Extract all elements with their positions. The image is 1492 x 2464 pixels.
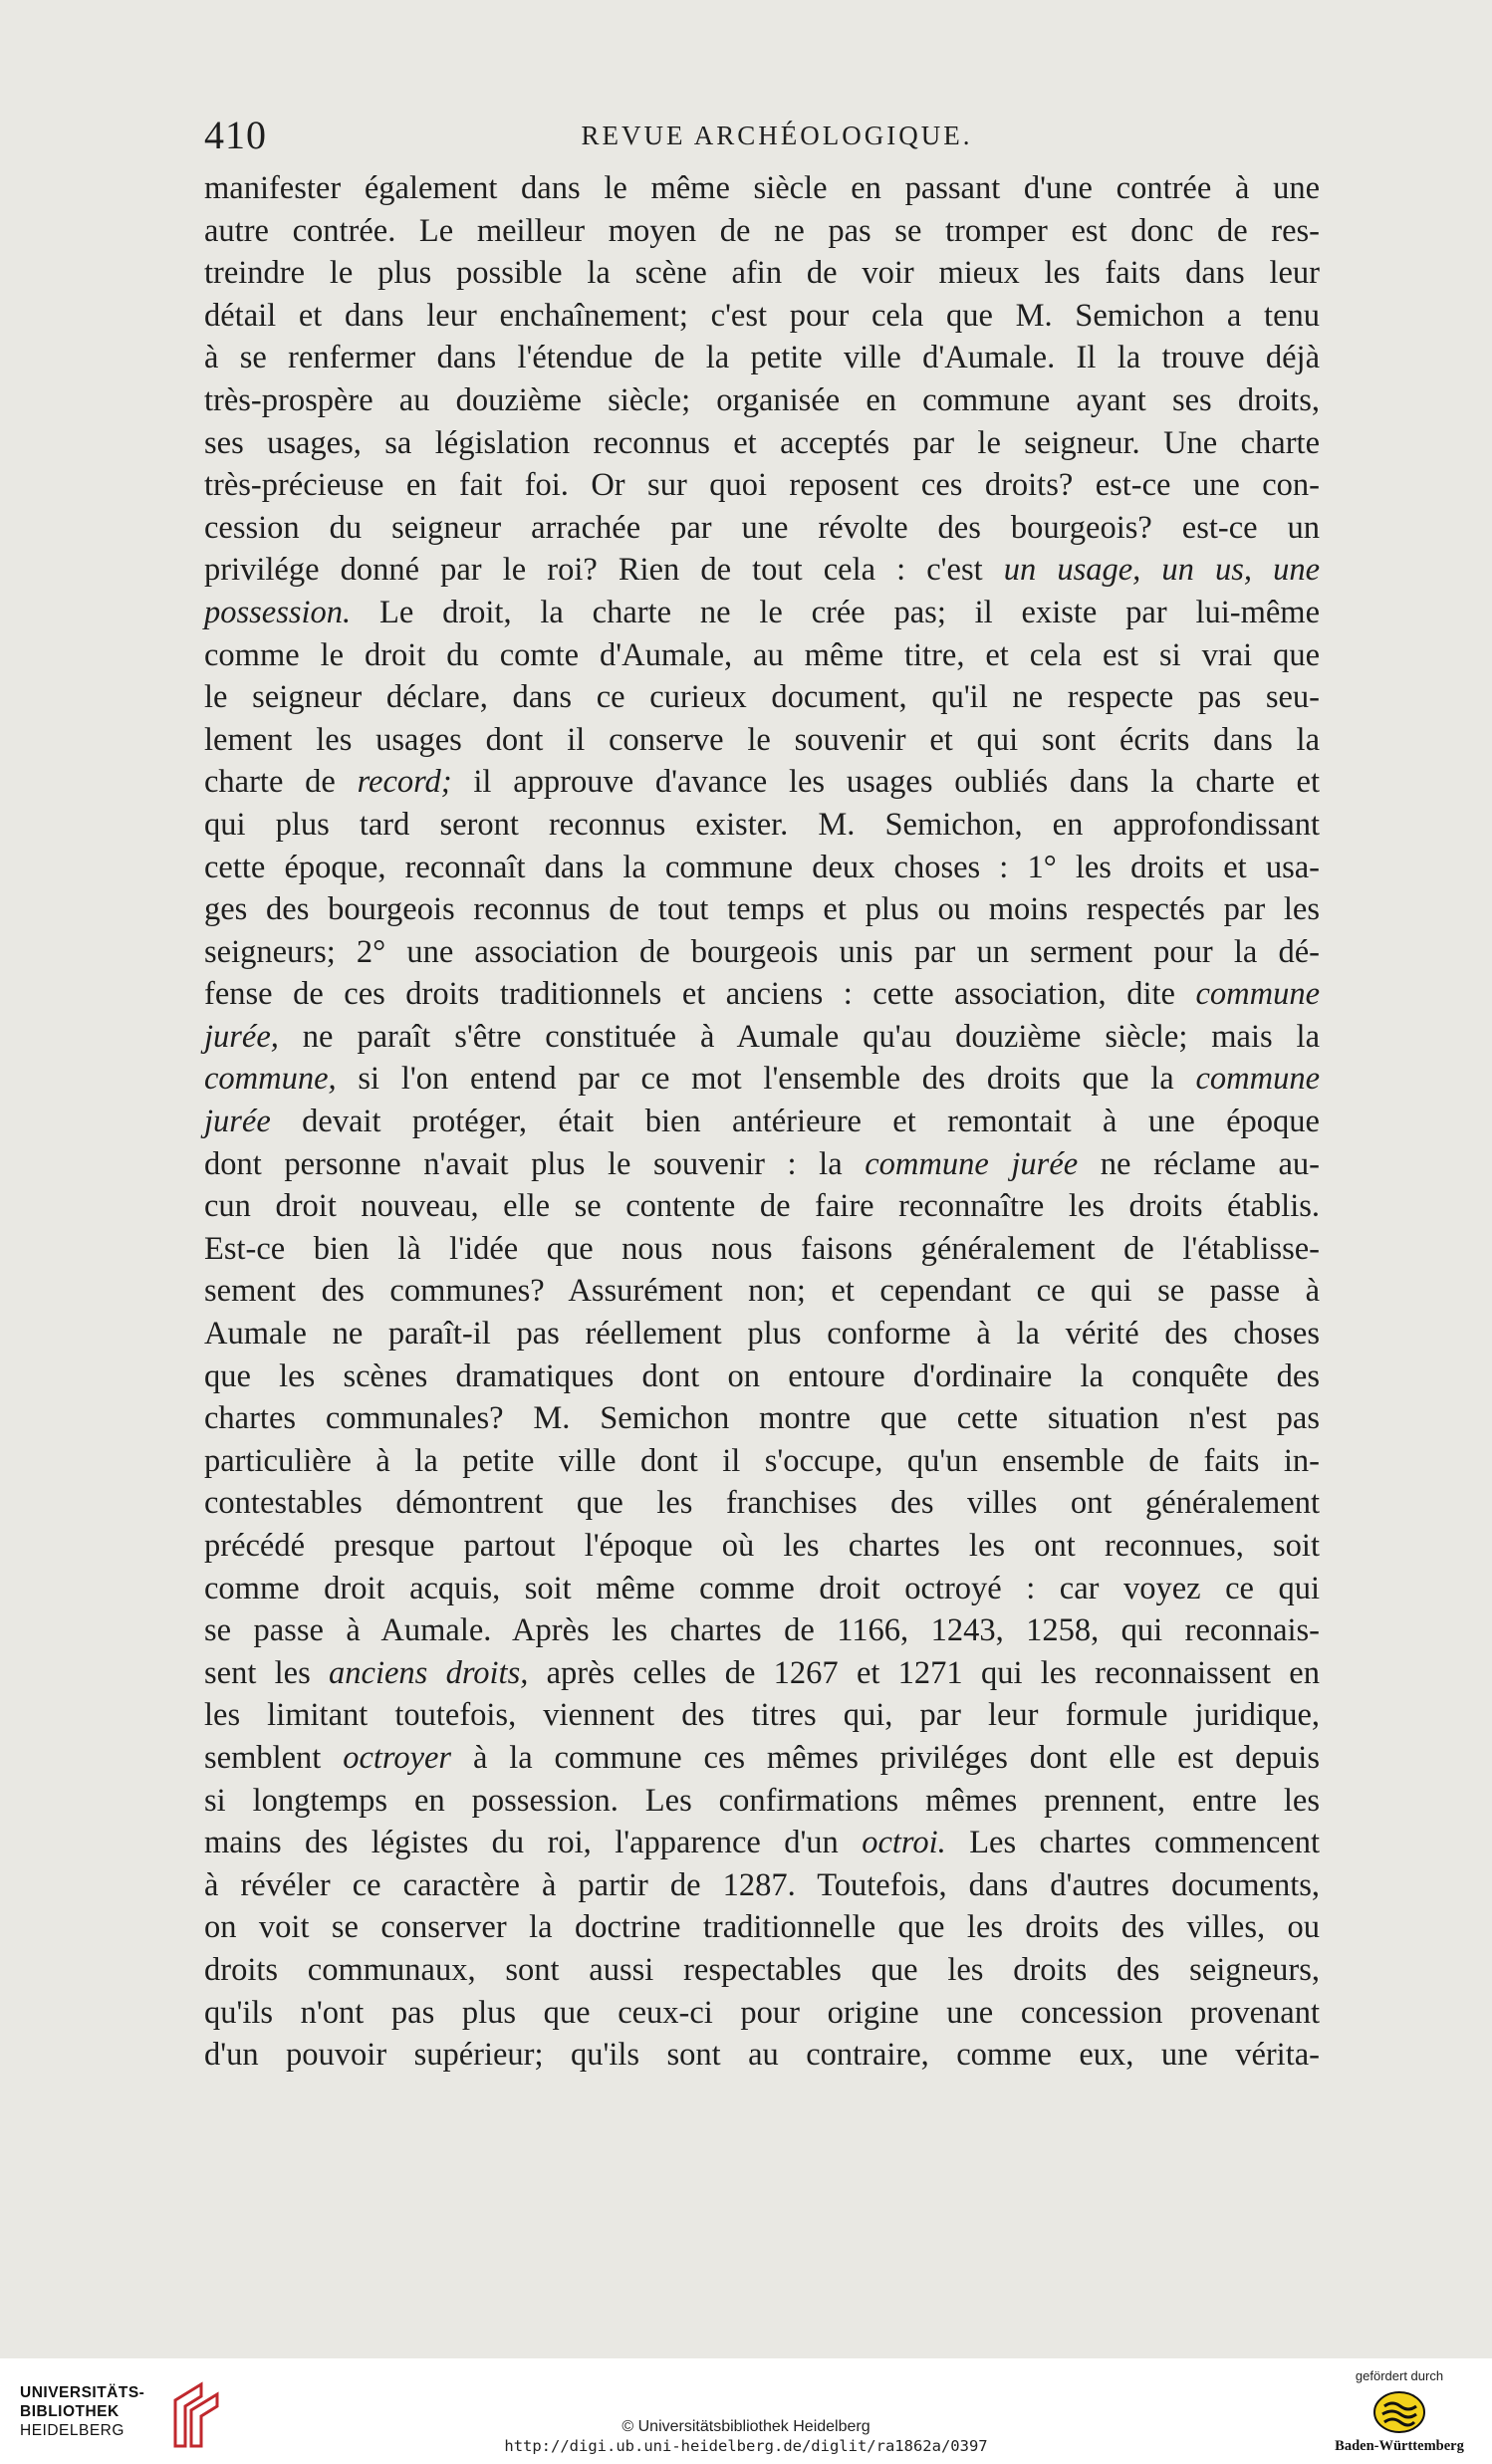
text-line: [204, 1780, 1320, 1823]
text-segment: Aumale ne paraît-il pas réellement plus conforme à la vérité des choses: [204, 1316, 1320, 1353]
italic-segment: anciens droits,: [329, 1654, 529, 1691]
funding-credit: [1325, 2364, 1474, 2460]
text-segment: particulière à la petite ville dont il s'occupe, qu'un ensemble de faits in-: [204, 1442, 1320, 1479]
text-segment: droits communaux, sont aussi respectables que les droits des seigneurs,: [204, 1951, 1320, 1988]
text-line: [204, 1737, 1320, 1780]
italic-segment: un usage, un us, une: [1003, 552, 1321, 589]
text-segment: ses usages, sa législation reconnus et acceptés par le seigneur. Une charte: [204, 424, 1320, 461]
italic-segment: octroyer: [343, 1739, 452, 1776]
text-line: [204, 719, 1320, 762]
text-line: [204, 1440, 1320, 1483]
text-segment: Est-ce bien là l'idée que nous nous faisons généralement de l'établisse-: [204, 1230, 1320, 1267]
text-segment: treindre le plus possible la scène afin de voir mieux les faits dans leur: [204, 255, 1320, 292]
page-header: [204, 112, 1310, 159]
text-segment: chartes communales? M. Semichon montre que cette situation n'est pas: [204, 1400, 1320, 1437]
text-line: [204, 295, 1320, 338]
text-segment: qui plus tard seront reconnus exister. M. Semichon, en approfondissant: [204, 806, 1320, 843]
text-segment: très-prospère au douzième siècle; organisée en commune ayant ses droits,: [204, 381, 1320, 418]
text-segment: il approuve d'avance les usages oubliés dans la charte et: [451, 764, 1320, 801]
text-segment: seigneurs; 2° une association de bourgeois unis par un serment pour la dé-: [204, 933, 1320, 970]
text-segment: à se renfermer dans l'étendue de la petite ville d'Aumale. Il la trouve déjà: [204, 340, 1320, 376]
text-segment: autre contrée. Le meilleur moyen de ne pas se tromper est donc de res-: [204, 212, 1320, 249]
text-line: [204, 379, 1320, 422]
text-segment: que les scènes dramatiques dont on entoure d'ordinaire la conquête des: [204, 1357, 1320, 1394]
text-segment: détail et dans leur enchaînement; c'est pour cela que M. Semichon a tenu: [204, 297, 1320, 334]
text-line: [204, 1313, 1320, 1355]
text-line: [204, 1397, 1320, 1440]
text-segment: lement les usages dont il conserve le souvenir et qui sont écrits dans la: [204, 721, 1320, 758]
text-segment: à révéler ce caractère à partir de 1287. Toutefois, dans d'autres documents,: [204, 1866, 1320, 1903]
digitization-footer: [0, 2358, 1492, 2464]
text-line: [204, 210, 1320, 253]
text-line: [204, 1482, 1320, 1525]
text-line: [204, 1694, 1320, 1737]
text-segment: si longtemps en possession. Les confirmations mêmes prennent, entre les: [204, 1782, 1320, 1819]
text-line: [204, 804, 1320, 847]
italic-segment: jurée,: [204, 1018, 279, 1055]
library-name-line: UNIVERSITÄTS-: [20, 2384, 145, 2401]
text-line: [204, 167, 1320, 210]
italic-segment: possession.: [204, 594, 352, 630]
text-line: [204, 549, 1320, 592]
text-segment: si l'on entend par ce mot l'ensemble des droits que la: [336, 1061, 1196, 1098]
italic-segment: commune: [1195, 1061, 1320, 1098]
text-segment: ne réclame au-: [1078, 1145, 1321, 1182]
funding-state: Baden-Württemberg: [1335, 2438, 1464, 2454]
text-line: [204, 592, 1320, 634]
text-segment: les limitant toutefois, viennent des titres qui, par leur formule juridique,: [204, 1697, 1320, 1734]
text-segment: privilége donné par le roi? Rien de tout cela : c'est: [204, 552, 1004, 589]
text-line: [204, 1228, 1320, 1271]
text-segment: Le droit, la charte ne le crée pas; il existe par lui-même: [351, 594, 1320, 630]
library-name-line: HEIDELBERG: [20, 2422, 124, 2439]
text-segment: ges des bourgeois reconnus de tout temps et plus ou moins respectés par les: [204, 891, 1320, 928]
text-line: [204, 847, 1320, 889]
text-line: [204, 634, 1320, 677]
text-segment: très-précieuse en fait foi. Or sur quoi reposent ces droits? est-ce une con-: [204, 467, 1320, 504]
text-line: [204, 931, 1320, 974]
text-segment: sement des communes? Assurément non; et cependant ce qui se passe à: [204, 1273, 1320, 1310]
text-segment: précédé presque partout l'époque où les chartes les ont reconnues, soit: [204, 1528, 1320, 1564]
text-segment: semblent: [204, 1739, 344, 1776]
text-segment: après celles de 1267 et 1271 qui les reconnaissent en: [528, 1654, 1320, 1691]
text-segment: comme le droit du comte d'Aumale, au même titre, et cela est si vrai que: [204, 636, 1320, 673]
text-segment: charte de: [204, 764, 358, 801]
text-line: [204, 1949, 1320, 1992]
text-segment: à la commune ces mêmes priviléges dont elle est depuis: [451, 1739, 1320, 1776]
italic-segment: commune jurée: [865, 1145, 1079, 1182]
text-segment: fense de ces droits traditionnels et anciens : cette association, dite: [204, 976, 1196, 1013]
text-line: [204, 1270, 1320, 1313]
text-line: [204, 2034, 1320, 2077]
text-line: [204, 337, 1320, 379]
text-line: [204, 1864, 1320, 1907]
text-segment: comme droit acquis, soit même comme droit octroyé : car voyez ce qui: [204, 1570, 1320, 1606]
text-segment: le seigneur déclare, dans ce curieux document, qu'il ne respecte pas seu-: [204, 679, 1320, 716]
text-line: [204, 464, 1320, 507]
text-line: [204, 252, 1320, 295]
text-segment: se passe à Aumale. Après les chartes de 1166, 1243, 1258, qui reconnais-: [204, 1612, 1320, 1649]
text-segment: Les chartes commencent: [945, 1825, 1320, 1861]
page-number: 410: [204, 113, 267, 157]
text-line: [204, 1143, 1320, 1186]
text-line: [204, 1355, 1320, 1398]
italic-segment: commune,: [204, 1061, 337, 1098]
text-line: [204, 1185, 1320, 1228]
italic-segment: octroi.: [862, 1825, 946, 1861]
text-line: [204, 761, 1320, 804]
text-line: [204, 1906, 1320, 1949]
text-segment: on voit se conserver la doctrine traditionnelle que les droits des villes, ou: [204, 1909, 1320, 1946]
state-coat-of-arms-icon: [1372, 2390, 1426, 2434]
text-line: [204, 1058, 1320, 1101]
text-line: [204, 1652, 1320, 1695]
text-line: [204, 1101, 1320, 1143]
text-segment: cun droit nouveau, elle se contente de faire reconnaître les droits établis.: [204, 1188, 1320, 1225]
italic-segment: jurée: [204, 1104, 271, 1140]
text-segment: cession du seigneur arrachée par une révolte des bourgeois? est-ce un: [204, 509, 1320, 546]
funding-label: gefördert durch: [1355, 2368, 1444, 2383]
text-line: [204, 1016, 1320, 1059]
text-segment: contestables démontrent que les franchises des villes ont généralement: [204, 1485, 1320, 1522]
text-line: [204, 676, 1320, 719]
text-line: [204, 973, 1320, 1016]
body-text: [204, 167, 1320, 2077]
text-segment: qu'ils n'ont pas plus que ceux-ci pour origine une concession provenant: [204, 1994, 1320, 2031]
italic-segment: commune: [1195, 976, 1320, 1013]
text-line: [204, 1992, 1320, 2035]
source-url[interactable]: http://digi.ub.uni-heidelberg.de/diglit/ra1862a/0397: [504, 2437, 988, 2455]
text-line: [204, 1568, 1320, 1610]
text-line: [204, 422, 1320, 465]
text-line: [204, 1525, 1320, 1568]
text-segment: d'un pouvoir supérieur; qu'ils sont au contraire, comme eux, une vérita-: [204, 2037, 1320, 2074]
text-line: [204, 507, 1320, 550]
text-segment: cette époque, reconnaît dans la commune deux choses : 1° les droits et usa-: [204, 849, 1320, 885]
text-line: [204, 1609, 1320, 1652]
text-segment: manifester également dans le même siècle en passant d'une contrée à une: [204, 170, 1320, 206]
text-segment: ne paraît s'être constituée à Aumale qu'au douzième siècle; mais la: [278, 1018, 1320, 1055]
text-segment: dont personne n'avait plus le souvenir : la: [204, 1145, 866, 1182]
running-title: REVUE ARCHÉOLOGIQUE.: [581, 121, 973, 150]
text-segment: sent les: [204, 1654, 330, 1691]
italic-segment: record;: [357, 764, 452, 801]
text-line: [204, 888, 1320, 931]
text-line: [204, 1822, 1320, 1864]
text-segment: mains des légistes du roi, l'apparence d'un: [204, 1825, 863, 1861]
copyright-notice: © Universitätsbibliothek Heidelberg: [622, 2418, 870, 2435]
library-name-line: BIBLIOTHEK: [20, 2403, 120, 2420]
text-segment: devait protéger, était bien antérieure et remontait à une époque: [270, 1104, 1320, 1140]
